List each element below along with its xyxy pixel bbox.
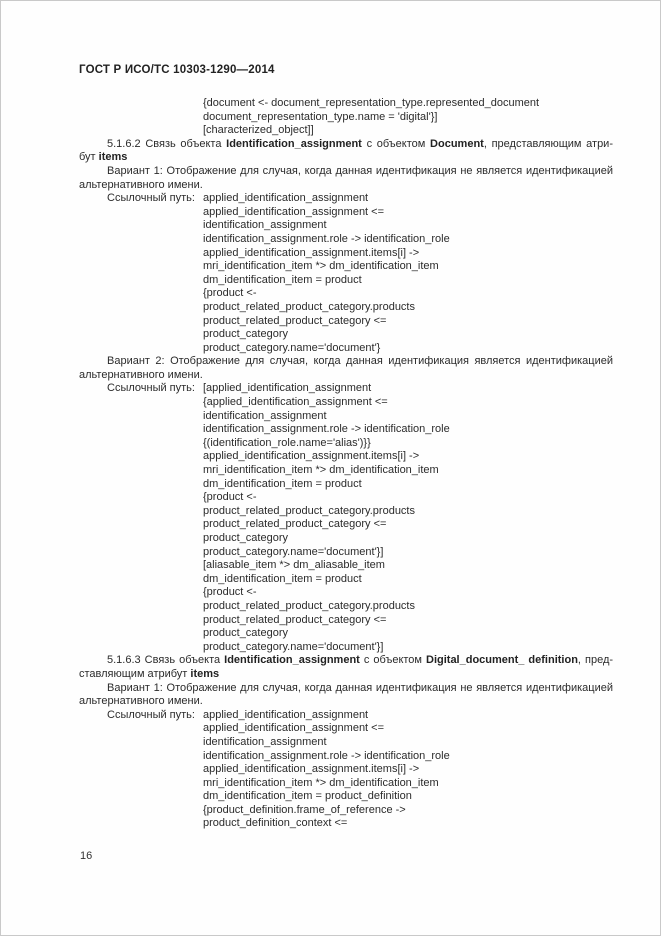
code-line: product_related_product_category <= — [203, 518, 387, 531]
code-line: document_representation_type.name = 'digital'}] — [203, 110, 438, 123]
code-line: identification_assignment — [203, 219, 327, 232]
variant-text: Отображение для случая, когда данная идентификация является идентификацией — [170, 355, 613, 368]
code-line: [aliasable_item *> dm_aliasable_item — [203, 559, 385, 572]
section-heading-5-1-6-3 — [79, 654, 613, 681]
heading-text: ставляющим атрибут — [79, 667, 188, 680]
variant-text: Отображение для случая, когда данная идентификация не является идентификацией — [166, 681, 613, 694]
section-number: 5.1.6.2 — [107, 137, 141, 150]
code-line: applied_identification_assignment.items[i] -> — [203, 763, 420, 776]
variant-line-1 — [79, 682, 613, 696]
code-line: [characterized_object]] — [203, 124, 314, 137]
code-line: identification_assignment.role -> identification_role — [203, 749, 450, 762]
code-line: product_related_product_category <= — [203, 613, 387, 626]
code-line: identification_assignment.role -> identification_role — [203, 423, 450, 436]
code-line: {applied_identification_assignment <= — [203, 396, 388, 409]
code-line: {product <- — [203, 586, 257, 599]
code-block-intro — [203, 97, 613, 138]
variant-label: Вариант 2: — [107, 355, 165, 368]
heading-attribute: items — [190, 667, 220, 680]
code-line: mri_identification_item *> dm_identification_item — [203, 464, 439, 477]
code-line: applied_identification_assignment.items[i] -> — [203, 246, 420, 259]
code-line: product_related_product_category.products — [203, 504, 415, 517]
code-line: dm_identification_item = product — [203, 572, 362, 585]
heading-entity: Identification_assignment — [226, 137, 362, 150]
code-block-5163-v1 — [203, 709, 613, 831]
variant-line-2: альтернативного имени. — [79, 178, 203, 191]
variant-1-paragraph — [79, 165, 613, 192]
heading-line-2 — [79, 151, 613, 165]
code-line: dm_identification_item = product — [203, 273, 362, 286]
code-line: dm_identification_item = product — [203, 477, 362, 490]
heading-entity: Digital_document_ definition — [426, 654, 578, 667]
variant-line-2: альтернативного имени. — [79, 368, 203, 381]
reference-path-block — [79, 382, 613, 654]
code-line: product_definition_context <= — [203, 817, 348, 830]
code-line: product_category — [203, 532, 288, 544]
heading-text: с объектом — [363, 654, 422, 667]
code-line: identification_assignment — [203, 735, 327, 748]
reference-path-label: Ссылочный путь: — [107, 382, 195, 395]
heading-text: , пред- — [577, 654, 614, 667]
heading-text: бут — [79, 151, 96, 164]
code-line: product_related_product_category <= — [203, 314, 387, 327]
variant-1-paragraph — [79, 682, 613, 709]
code-line: product_related_product_category.products — [203, 300, 415, 313]
heading-text: Связь объекта — [144, 654, 221, 667]
code-line: product_category — [203, 627, 288, 640]
reference-path-label: Ссылочный путь: — [107, 192, 195, 205]
heading-entity: Identification_assignment — [224, 654, 360, 667]
heading-line-1 — [79, 138, 613, 152]
heading-text: , представляющим атри- — [483, 137, 613, 150]
code-line: mri_identification_item *> dm_identification_item — [203, 776, 439, 789]
page-content — [79, 97, 613, 831]
code-line: identification_assignment — [203, 409, 327, 422]
code-block-5162-v1 — [203, 192, 613, 355]
code-line: [applied_identification_assignment — [203, 382, 372, 395]
variant-line-1 — [79, 165, 613, 179]
section-heading-5-1-6-2 — [79, 138, 613, 165]
variant-label: Вариант 1: — [107, 164, 163, 177]
section-number: 5.1.6.3 — [107, 654, 141, 667]
code-line: {product <- — [203, 287, 257, 300]
code-line: identification_assignment.role -> identification_role — [203, 232, 450, 245]
document-title: ГОСТ Р ИСО/ТС 10303-1290—2014 — [79, 64, 275, 76]
variant-line-2: альтернативного имени. — [79, 695, 203, 708]
heading-line-2 — [79, 668, 613, 682]
heading-text: Связь объекта — [145, 137, 222, 150]
code-line: applied_identification_assignment — [203, 192, 369, 205]
code-line: mri_identification_item *> dm_identification_item — [203, 260, 439, 273]
code-line: {(identification_role.name='alias')}} — [203, 436, 371, 449]
code-line: product_category.name='document'}] — [203, 640, 384, 653]
code-line: product_category — [203, 328, 288, 341]
code-line: {product <- — [203, 491, 257, 504]
variant-2-paragraph — [79, 355, 613, 382]
reference-path-block — [79, 709, 613, 831]
code-line: product_related_product_category.products — [203, 599, 415, 612]
reference-path-block — [79, 192, 613, 355]
heading-attribute: items — [98, 151, 128, 164]
heading-text: с объектом — [366, 137, 426, 150]
code-line: {product_definition.frame_of_reference -> — [203, 803, 406, 816]
variant-text: Отображение для случая, когда данная идентификация не является идентификацией — [166, 164, 613, 177]
code-line: {document <- document_representation_type.represented_document — [203, 97, 540, 109]
code-block-5162-v2 — [203, 382, 613, 654]
heading-entity: Document — [430, 137, 484, 150]
code-line: product_category.name='document'} — [203, 341, 381, 354]
code-line: product_category.name='document'}] — [203, 545, 384, 558]
heading-line-1 — [79, 654, 613, 668]
variant-line-1 — [79, 355, 613, 369]
code-line: applied_identification_assignment — [203, 708, 369, 721]
code-line: applied_identification_assignment <= — [203, 722, 385, 735]
page-number: 16 — [80, 850, 93, 862]
code-line: dm_identification_item = product_definition — [203, 790, 412, 803]
code-line: applied_identification_assignment <= — [203, 205, 385, 218]
code-line: applied_identification_assignment.items[i] -> — [203, 450, 420, 463]
reference-path-label: Ссылочный путь: — [107, 708, 195, 721]
variant-label: Вариант 1: — [107, 681, 163, 694]
